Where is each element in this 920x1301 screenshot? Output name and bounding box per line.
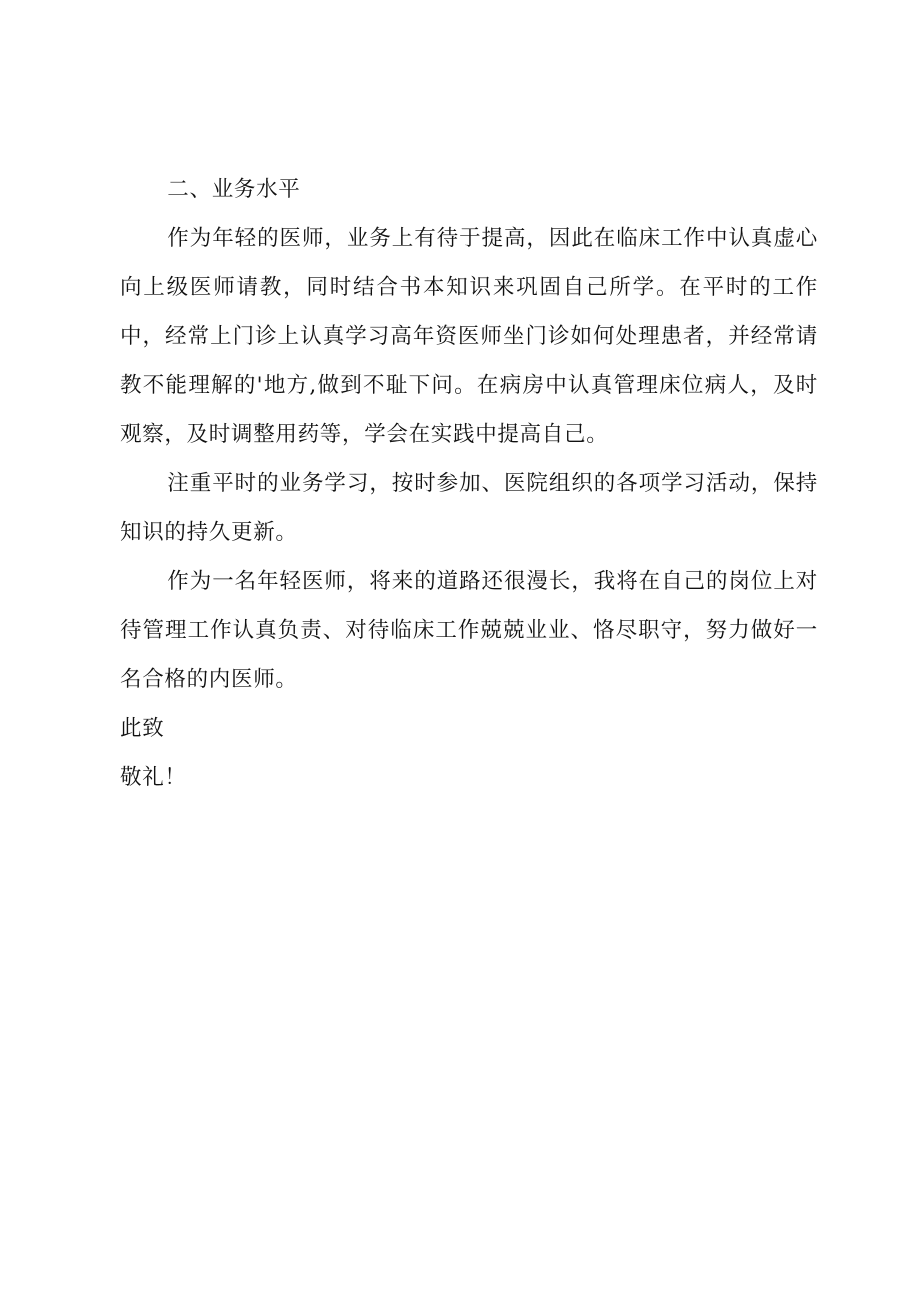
paragraph-future: 作为一名年轻医师，将来的道路还很漫长，我将在自己的岗位上对待管理工作认真负责、对待临床工作兢兢业业、恪尽职守，努力做好一名合格的内医师。 xyxy=(120,569,818,692)
closing-greeting: 此致 xyxy=(120,716,165,741)
document-body xyxy=(120,165,818,802)
section-heading: 二、业务水平 xyxy=(167,177,301,202)
paragraph-business-improvement: 作为年轻的医师，业务上有待于提高，因此在临床工作中认真虚心向上级医师请教，同时结合书本知识来巩固自己所学。在平时的工作中，经常上门诊上认真学习高年资医师坐门诊如何处理患者，并经常请教不能理解的'地方,做到不耻下问。在病房中认真管理床位病人，及时观察，及时调整用药等，学会在实践中提高自己。 xyxy=(120,226,818,447)
paragraph-study: 注重平时的业务学习，按时参加、医院组织的各项学习活动，保持知识的持久更新。 xyxy=(120,471,818,545)
closing-salute: 敬礼！ xyxy=(120,765,187,790)
